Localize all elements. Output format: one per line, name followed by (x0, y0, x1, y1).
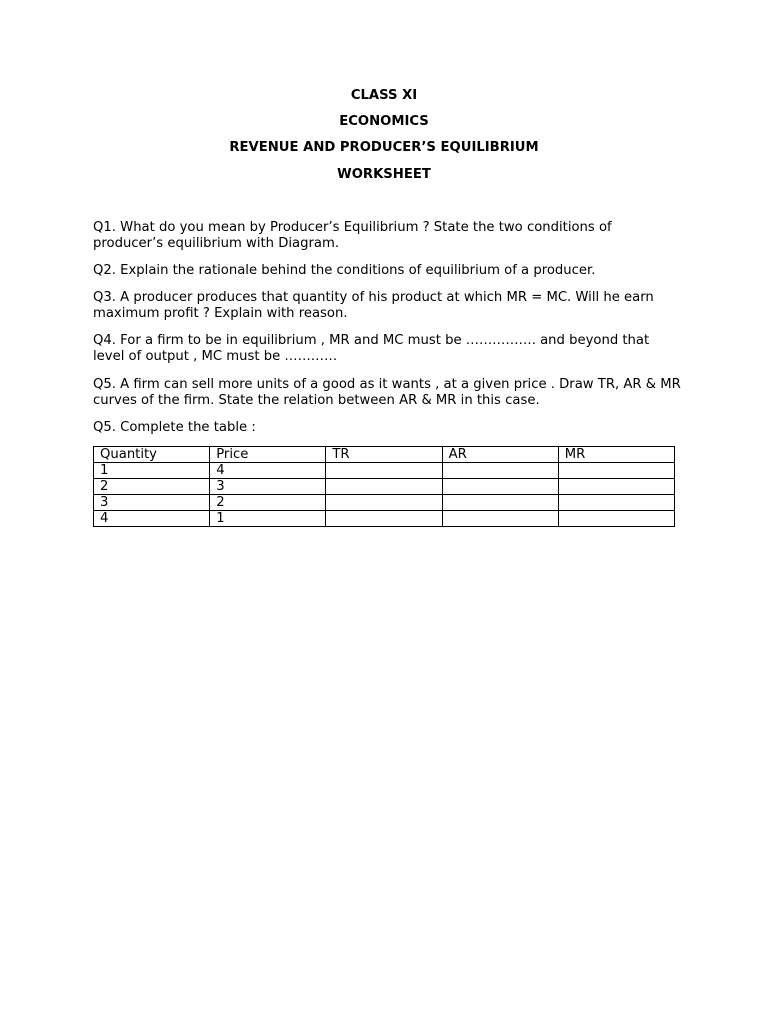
table-cell (326, 495, 442, 511)
question-4: Q4. For a firm to be in equilibrium , MR and MC must be ……………. and beyond that level of output , MC must be ………… (93, 333, 650, 364)
table-row (94, 479, 675, 495)
table-row (94, 495, 675, 511)
revenue-table (93, 446, 675, 527)
question-6: Q5. Complete the table : (93, 420, 256, 435)
table-cell: 1 (210, 511, 326, 527)
table-cell (442, 511, 558, 527)
table-cell (558, 495, 674, 511)
table-cell (442, 495, 558, 511)
table-cell (326, 511, 442, 527)
table-cell: 2 (94, 479, 210, 495)
table-cell (442, 479, 558, 495)
table-cell: 3 (210, 479, 326, 495)
topic-heading: REVENUE AND PRODUCER’S EQUILIBRIUM (229, 140, 539, 155)
table-cell: 1 (94, 463, 210, 479)
table-cell (558, 463, 674, 479)
question-2: Q2. Explain the rationale behind the conditions of equilibrium of a producer. (93, 263, 596, 278)
table-cell: 4 (210, 463, 326, 479)
table-cell (558, 479, 674, 495)
table-cell (326, 479, 442, 495)
worksheet-heading: WORKSHEET (337, 167, 431, 182)
table-header-row (94, 447, 675, 463)
table-cell: 3 (94, 495, 210, 511)
class-heading: CLASS XI (350, 88, 418, 103)
header-cell-quantity: Quantity (94, 447, 210, 463)
question-5: Q5. A firm can sell more units of a good as it wants , at a given price . Draw TR, AR & MR curves of the firm. State the relation between AR & MR in this case. (93, 377, 681, 408)
table-cell (326, 463, 442, 479)
table-cell (442, 463, 558, 479)
header-cell-mr: MR (558, 447, 674, 463)
table-cell: 4 (94, 511, 210, 527)
table-row (94, 463, 675, 479)
header-cell-ar: AR (442, 447, 558, 463)
question-3: Q3. A producer produces that quantity of his product at which MR = MC. Will he earn maximum profit ? Explain with reason. (93, 290, 654, 321)
subject-heading: ECONOMICS (339, 114, 429, 129)
header-cell-price: Price (210, 447, 326, 463)
table-row (94, 511, 675, 527)
header-cell-tr: TR (326, 447, 442, 463)
table-cell: 2 (210, 495, 326, 511)
table-cell (558, 511, 674, 527)
question-1: Q1. What do you mean by Producer’s Equilibrium ? State the two conditions of producer’s equilibrium with Diagram. (93, 220, 612, 251)
